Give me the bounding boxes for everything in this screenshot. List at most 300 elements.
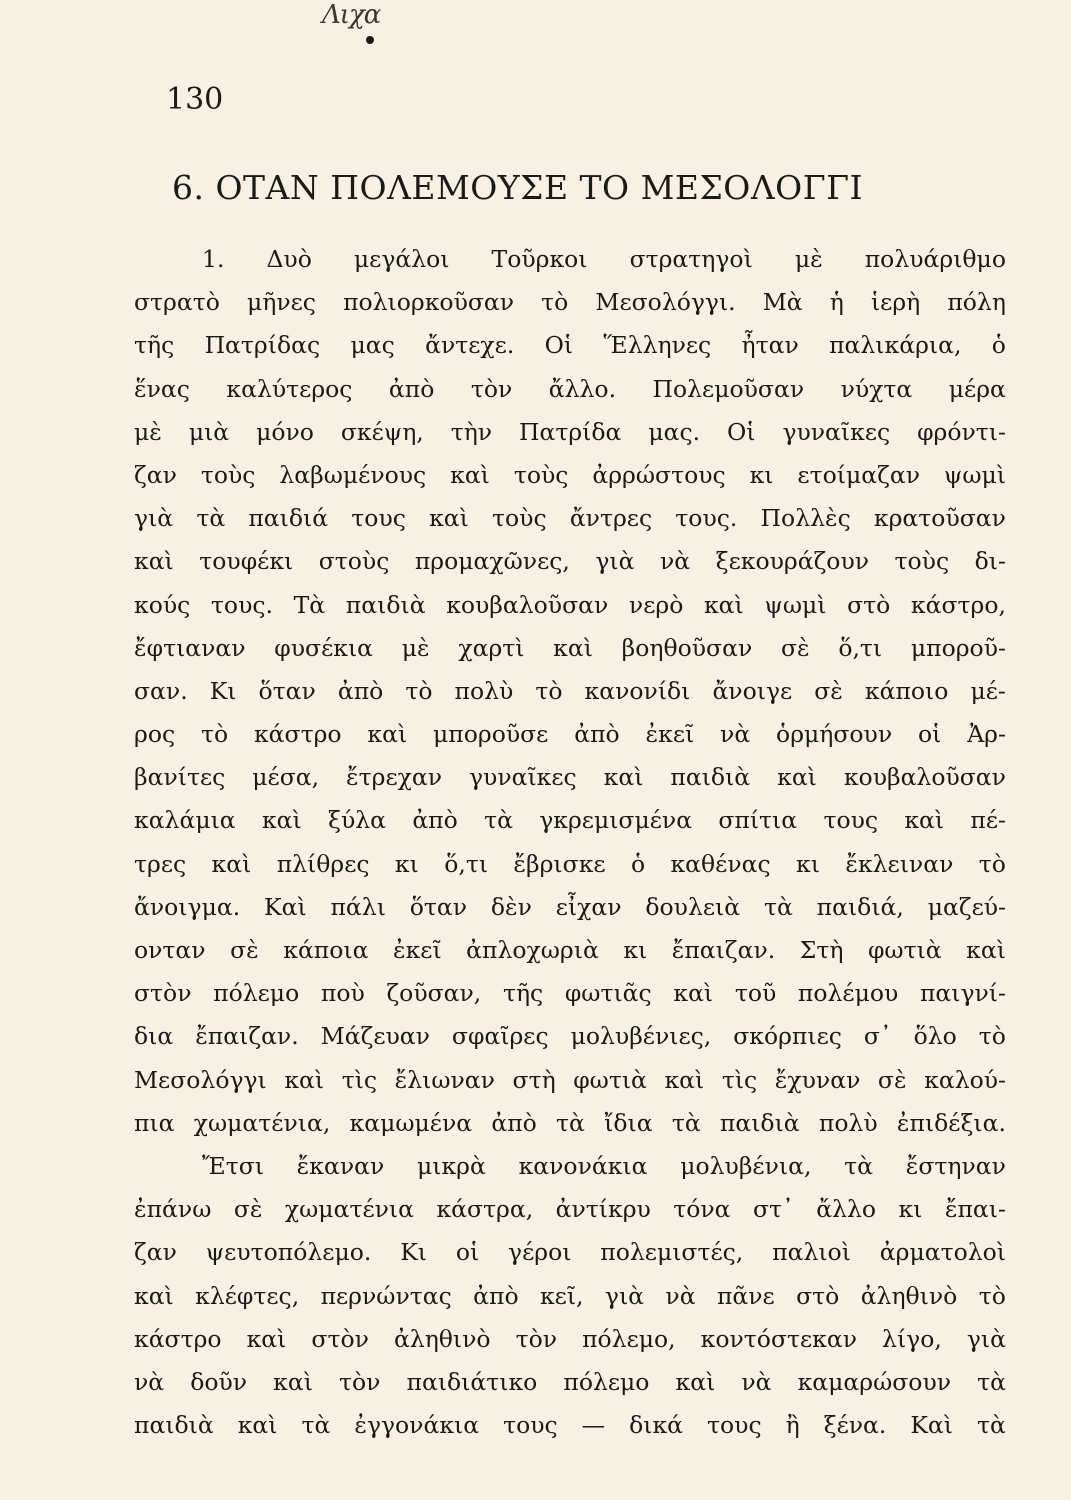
word: πέ- [970,806,1006,835]
word: τὴν [450,417,493,446]
word: νὰ [720,720,751,749]
word: παλικάρια, [829,331,962,360]
word: χωματένια, [193,1108,331,1137]
word: παιδιὰ [670,763,751,792]
word: πλίθρες [276,849,370,878]
word: γκρεμισμένα [539,806,693,835]
word: Κι [209,676,237,705]
word: Τὰ [293,590,326,619]
word: Μάζευαν [320,1022,430,1051]
word: γιὰ [595,547,635,576]
word: δουλειὰ [645,892,741,921]
word: πάλι [330,892,386,921]
word: καὶ [777,763,817,792]
word: πᾶνε [716,1281,775,1310]
word: ἔτρεχαν [346,763,443,792]
word: κανονάκια [518,1151,648,1180]
word: καὶ [703,590,744,619]
word: — [581,1411,606,1440]
word: τοὺς [894,547,950,576]
word: τὸ [978,849,1006,878]
word: ζοῦσαν, [386,979,482,1008]
word: ξεκουράζουν [715,547,870,576]
word: καὶ [904,806,945,835]
word: γυναῖκες [782,417,891,446]
word: κάποιο [864,676,949,705]
word: ἔπαι- [944,1195,1006,1224]
word: καὶ [675,1367,716,1396]
word: τὸ [405,676,433,705]
word: φρόντι- [917,417,1006,446]
word: ἄλλο. [548,374,617,403]
word: ἐκεῖ [392,936,442,964]
word: κι [394,849,419,878]
text-line [134,324,1006,367]
word: κάστρα, [436,1195,534,1224]
word: σὲ [230,936,259,964]
word: κάποια [283,936,369,964]
word: μποροῦ- [910,633,1006,662]
word: πια [134,1108,175,1137]
word: μαζεύ- [927,892,1006,921]
word: σὲ [877,1065,907,1094]
word: τρες [134,849,187,878]
word: γυναῖκες [468,763,577,792]
word: τους [351,504,406,533]
word: πολεμιστές, [600,1238,744,1267]
word: ἀπὸ [412,806,458,835]
word: πόλεμο, [582,1324,676,1353]
word: τους. [675,504,738,533]
word: στὴ [512,1065,556,1094]
word: ἐπιδέξια. [896,1108,1006,1137]
text-line [134,1145,1006,1188]
word: ἔβρισκε [513,849,606,878]
word: μὲ [401,633,430,662]
word: ρος [134,720,176,749]
word: φυσέκια [274,633,374,662]
word: ψωμὶ [943,460,1006,489]
word: κουβαλοῦσαν [446,590,609,619]
word: σκόρπιες [733,1022,842,1051]
word: καὶ [966,936,1006,964]
text-line [134,929,1006,972]
word: ψευτοπόλεμο. [205,1238,372,1267]
word: μὲ [794,245,823,273]
word: κλέφτες, [195,1281,300,1310]
text-line [134,627,1006,670]
word: κούς [134,590,191,619]
word: Δυὸ [266,245,312,273]
word: προμαχῶνες, [414,547,570,576]
word: ὁρμήσουν [776,720,893,749]
word: γιὰ [604,1281,645,1310]
word: μέ- [970,676,1006,705]
word: τους [823,806,879,835]
word: Πατρίδα [518,417,622,446]
word: Πολεμοῦσαν [652,374,805,403]
word: ἀπὸ [473,1281,519,1310]
word: ἀπὸ [388,374,435,403]
word: ἀληθινὸ [860,1281,958,1310]
word: νὰ [134,1367,165,1396]
word: καὶ [273,1367,313,1396]
word: τὸ [978,1281,1006,1310]
word: δοῦν [190,1367,248,1396]
text-line [134,497,1006,540]
word: πολὺ [454,676,514,705]
text-line [134,411,1006,454]
word: ἔφτιαναν [134,633,246,662]
word: στρατὸ [134,288,220,317]
word: Τοῦρκοι [491,245,588,273]
word: φωτιᾶς [564,979,652,1008]
paragraph [134,238,1006,1145]
word: παιδιά, [816,892,904,921]
word: τὰ [977,1367,1006,1396]
paragraph [134,1145,1006,1447]
text-line [134,799,1006,842]
word: καὶ [603,763,644,792]
word: παιδιὰ [345,590,426,619]
text-line [134,368,1006,411]
word: κι [623,936,648,964]
word: παιδιὰ [134,1411,214,1440]
word: τὸ [535,676,563,705]
word: μολυβένια, [680,1151,812,1180]
word: τους. [210,590,273,619]
word: καὶ [246,1324,287,1353]
word: καὶ [664,1065,705,1094]
word: δικά [629,1411,684,1440]
word: ὅταν [409,892,468,921]
word: ἔχυναν [774,1065,861,1094]
word: σπίτια [718,806,798,835]
text-line [134,756,1006,799]
text-line [134,1102,1006,1145]
text-line [134,1015,1006,1058]
word: μέρα [948,374,1006,403]
word: τὰ [671,1108,701,1137]
word: καὶ [237,1411,278,1440]
word: εἶχαν [555,892,622,921]
word: Καὶ [910,1411,954,1440]
word: παλιοὶ [772,1238,851,1267]
word: φωτιὰ [867,936,942,964]
word: στρατηγοὶ [629,245,753,273]
text-line [134,281,1006,324]
word: τὰ [484,806,513,835]
word: καλού- [924,1065,1006,1094]
word: ἔκλειναν [845,849,954,878]
word: τὸ [541,288,569,317]
word: Στὴ [799,936,844,964]
word: πολιορκοῦσαν [343,288,515,317]
word: τὸ [200,720,229,749]
word: κουβαλοῦσαν [843,763,1006,792]
word: Οἱ [544,331,574,360]
word: περνώντας [320,1281,452,1310]
word: μας [350,331,395,360]
word: ἀληθινὸ [393,1324,491,1353]
word: λίγο, [882,1324,942,1353]
word: τὰ [976,1411,1006,1440]
word: ξένα. [823,1411,887,1440]
word: χαρτὶ [458,633,525,662]
text-line [134,1361,1006,1404]
word: ἐπάνω [134,1195,212,1224]
word: ἐκεῖ [645,720,695,749]
word: καμαρώσουν [797,1367,952,1396]
word: ἀπὸ [337,676,384,705]
text-line [134,454,1006,497]
word: ἡ [829,288,844,317]
word: καλάμια [134,806,236,835]
word: πολὺ [818,1108,878,1137]
word: καὶ [450,460,490,489]
word: ὅταν [258,676,316,705]
margin-note: Λιχα [322,0,381,30]
word: ἀρρώστους [592,460,726,489]
word: τοὺς [492,504,547,533]
word: τους [503,1411,558,1440]
word: τὸν [515,1324,558,1353]
word: κάστρο [134,1324,222,1353]
word: Πολλὲς [760,504,851,533]
word: τὸ [978,1022,1006,1051]
word: ὅλο [913,1022,957,1051]
word: νὰ [660,547,691,576]
word: καὶ [284,1065,325,1094]
word: 1. [202,245,225,273]
word: Κι [400,1238,427,1267]
word: τὸν [339,1367,381,1396]
word: τὰ [763,892,793,921]
word: στὸ [796,1281,840,1310]
word: παιδιὰ [719,1108,800,1137]
word: παιγνί- [919,979,1006,1008]
word: δὲν [490,892,532,921]
word: ψωμὶ [764,590,827,619]
text-line [134,1059,1006,1102]
word: νύχτα [840,374,913,403]
word: ἀντίκρυ [555,1195,651,1224]
word: ἀπλοχωριὰ [466,936,599,964]
word: ἔκαναν [296,1151,385,1180]
word: καλύτερος [226,374,353,403]
word: Μὰ [762,288,803,317]
word: ποὺ [320,979,365,1008]
word: σφαῖρες [451,1022,549,1051]
word: κάστρο, [910,590,1006,619]
word: τῆς [134,331,175,360]
word: στὸν [311,1324,369,1353]
word: δι- [974,547,1006,576]
word: τὶς [341,1065,378,1094]
word: δια [134,1022,174,1051]
word: τὰ [556,1108,585,1137]
word: χωματένια [284,1195,414,1224]
word: ὅ,τι [838,633,883,662]
text-line [134,843,1006,886]
word: μῆνες [246,288,316,317]
text-line [134,1318,1006,1361]
ink-dot [366,36,374,44]
word: καὶ [553,633,593,662]
word: μικρὰ [417,1151,486,1180]
word: τὶς [721,1065,758,1094]
word: κεῖ, [539,1281,584,1310]
word: ονταν [134,936,206,964]
word: ξύλα [328,806,387,835]
word: πόλεμο [213,979,300,1008]
word: ἢ [785,1411,800,1440]
word: Μεσολόγγι [134,1065,267,1094]
word: κι [749,460,774,489]
word: γιὰ [966,1324,1006,1353]
word: ἄλλο [816,1195,877,1224]
word: λαβωμένους [279,460,427,489]
word: κανονίδι [584,676,691,705]
word: ἔλιωναν [394,1065,495,1094]
text-line [134,886,1006,929]
word: καὶ [211,849,252,878]
word: πόλη [947,288,1006,317]
word: μποροῦσε [433,720,549,749]
word: ἴδια [604,1108,653,1137]
word: μόνο [256,417,314,446]
text-line [134,670,1006,713]
text-line [134,238,1006,281]
word: νὰ [665,1281,696,1310]
word: ἀρματολοὶ [879,1238,1006,1267]
word: ὅ,τι [444,849,489,878]
word: ἄντεχε. [425,331,515,360]
word: νὰ [741,1367,772,1396]
text-line [134,1275,1006,1318]
word: καμωμένα [349,1108,473,1137]
word: νερὸ [628,590,684,619]
word: τους [707,1411,762,1440]
word: σαν. [134,676,188,705]
word: κάστρο [253,720,342,749]
word: παιδιά [248,504,329,533]
word: ἱερὴ [870,288,921,317]
text-line [134,1404,1006,1447]
word: κι [796,849,820,878]
word: τόνα [673,1195,731,1224]
word: Μεσολόγγι. [595,288,736,317]
word: οἱ [917,720,942,749]
word: τουφέκι [199,547,294,576]
text-line [134,540,1006,583]
word: ὁ [991,331,1006,360]
text-line [134,584,1006,627]
word: σὲ [780,633,810,662]
chapter-title: 6. ΟΤΑΝ ΠΟΛΕΜΟΥΣΕ ΤΟ ΜΕΣΟΛΟΓΓΙ [172,168,864,207]
word: κοντόστεκαν [700,1324,858,1353]
word: στ᾽ [753,1195,794,1224]
word: ετοίμαζαν [797,460,920,489]
page-number: 130 [166,82,224,117]
word: τὰ [301,1411,331,1440]
word: ἔστηναν [905,1151,1006,1180]
text-line [134,713,1006,756]
word: καθένας [670,849,771,878]
word: ἄνοιγμα. [134,892,241,921]
word: πολυάριθμο [864,245,1006,273]
word: οἱ [455,1238,480,1267]
word: ὁ [630,849,646,878]
text-line [134,1188,1006,1231]
word: στὸ [847,590,891,619]
word: ἄνοιγε [712,676,793,705]
word: σὲ [814,676,843,705]
word: ἕνας [134,374,190,403]
word: πόλεμο [563,1367,650,1396]
word: Ἀρ- [967,720,1006,749]
word: μιὰ [188,417,230,446]
word: κι [898,1195,923,1224]
word: κρατοῦσαν [873,504,1006,533]
word: μολυβένιες, [570,1022,712,1051]
word: τὸν [470,374,513,403]
word: καὶ [134,547,174,576]
word: πολέμου [797,979,899,1008]
word: μέσα, [252,763,320,792]
word: σὲ [233,1195,263,1224]
word: Πατρίδας [204,331,321,360]
body-text [134,238,1006,1447]
word: ἔπαιζαν. [195,1022,299,1051]
word: τοῦ [734,979,777,1008]
word: τὰ [844,1151,874,1180]
word: τὰ [196,504,226,533]
word: ζαν [134,1238,177,1267]
word: τοὺς [513,460,569,489]
word: μεγάλοι [353,245,450,273]
word: Καὶ [264,892,307,921]
word: καὶ [429,504,469,533]
word: βανίτες [134,763,226,792]
word: ζαν [134,460,177,489]
word: στὸν [134,979,192,1008]
word: Οἱ [727,417,756,446]
word: ἀπὸ [574,720,620,749]
word: ἄντρες [569,504,653,533]
word: καὶ [134,1281,174,1310]
word: καὶ [261,806,302,835]
word: Ἔτσι [202,1151,264,1180]
word: ἔπαιζαν. [671,936,776,964]
word: φωτιὰ [573,1065,647,1094]
word: μὲ [134,417,162,446]
word: καὶ [367,720,408,749]
word: στοὺς [318,547,390,576]
word: Ἕλληνες [603,331,712,360]
word: μας. [648,417,701,446]
text-line [134,1231,1006,1274]
word: βοηθοῦσαν [621,633,753,662]
word: ἦταν [741,331,799,360]
word: ἀπὸ [491,1108,537,1137]
word: γιὰ [134,504,174,533]
word: παιδιάτικο [406,1367,538,1396]
word: καὶ [673,979,714,1008]
word: σκέψη, [340,417,424,446]
word: τοὺς [200,460,256,489]
word: σ᾽ [863,1022,892,1051]
